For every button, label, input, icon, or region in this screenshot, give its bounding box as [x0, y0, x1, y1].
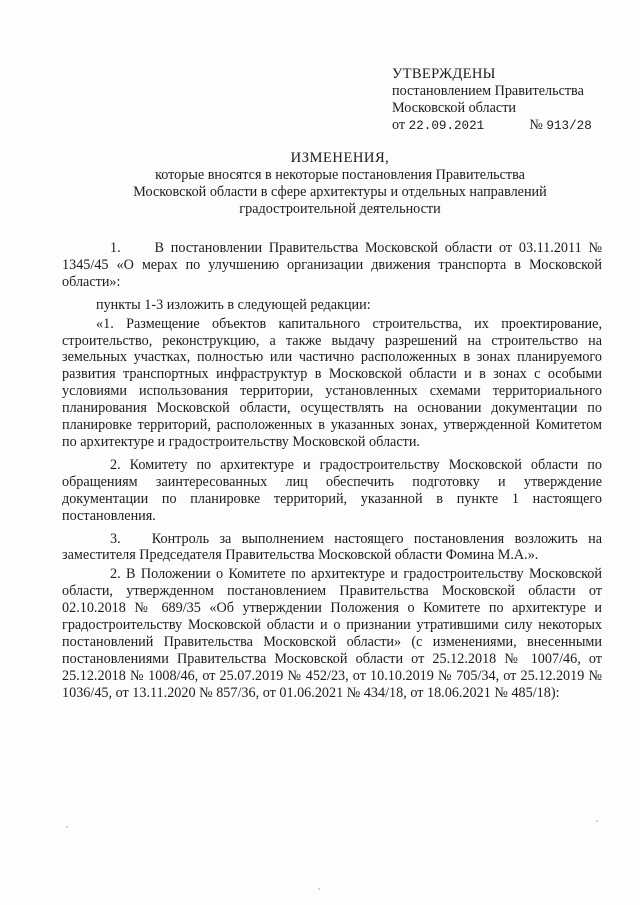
- paragraph-5: 3. Контроль за выполнением настоящего постановления возложить на заместителя Председателя Правительства Московской области Фомина М.А.».: [62, 530, 602, 564]
- approval-line-1: постановлением Правительства: [392, 83, 584, 99]
- paragraph-4: 2. Комитету по архитектуре и градостроительству Московской области по обращениям заинтересованных лиц обеспечить подготовку и утверждение документации по планировке территорий, указанной в пункте 1 настоящего постановления.: [62, 456, 602, 524]
- document-body: [62, 240, 602, 708]
- scan-speck: [66, 826, 68, 828]
- scan-speck: [318, 888, 320, 890]
- paragraph-1: 1. В постановлении Правительства Московской области от 03.11.2011 № 1345/45 «О мерах по улучшению организации движения транспорта в Московской области»:: [62, 240, 602, 290]
- approval-date-line: [392, 117, 622, 135]
- title-main: ИЗМЕНЕНИЯ,: [290, 150, 390, 166]
- paragraph-2: пункты 1-3 изложить в следующей редакции:: [96, 296, 371, 313]
- paragraph-6: 2. В Положении о Комитете по архитектуре и градостроительству Московской области, утвержденном постановлением Правительства Московской области от 02.10.2018 № 689/35 «Об утверждении Положения о Комитете по архитектуре и градостроительству Московской области и о признании утратившими силу некоторых постановлений Правительства Московской области» (с изменениями, внесенными постановлениями Правительства Московской области от 25.12.2018 № 1007/46, от 25.12.2018 № 1008/46, от 25.07.2019 № 452/23, от 10.10.2019 № 705/34, от 25.12.2019 № 1036/45, от 13.11.2020 № 857/36, от 01.06.2021 № 434/18, от 18.06.2021 № 485/18):: [62, 566, 602, 701]
- scan-speck: [596, 820, 598, 822]
- approval-date: 22.09.2021: [408, 119, 485, 133]
- approval-line-2: Московской области: [392, 100, 517, 116]
- date-prefix: от: [392, 117, 406, 133]
- number-prefix: №: [529, 117, 543, 133]
- approval-number: 913/28: [546, 119, 592, 133]
- paragraph-3: «1. Размещение объектов капитального строительства, их проектирование, строительство, реконструкцию, а также выдачу разрешений на строительство на земельных участках, полностью или частично расположенных в зонах планируемого развития транспортных инфраструктур в Московской области и в зонах с особыми условиями использования территории, установленных схемами территориального планирования Московской области, осуществлять на основании документации по планировке территорий, расположенных в указанных зонах, утвержденной Комитетом по архитектуре и градостроительству Московской области.: [62, 315, 602, 450]
- approval-heading: УТВЕРЖДЕНЫ: [392, 66, 496, 82]
- approval-block: [392, 66, 622, 135]
- title-subtitle: которые вносятся в некоторые постановления Правительства Московской области в сфере архитектуры и отдельных направлений градостроительной деятельности: [133, 167, 547, 217]
- document-title: [60, 150, 620, 218]
